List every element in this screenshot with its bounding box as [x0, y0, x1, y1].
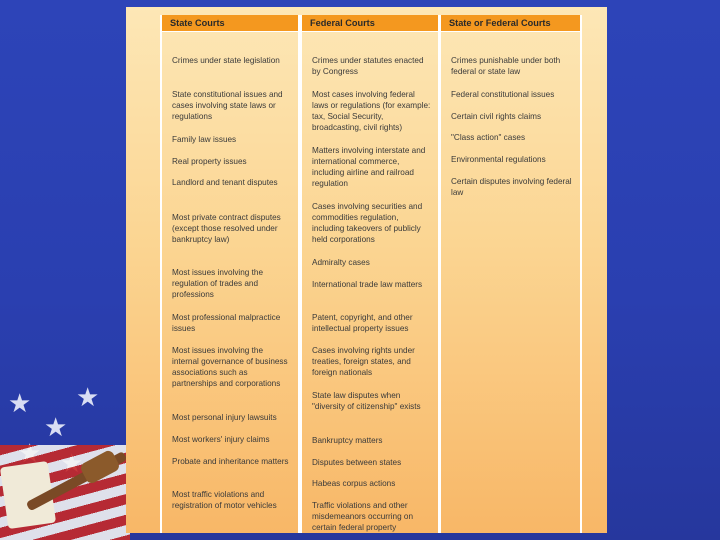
- list-item: Environmental regulations: [451, 155, 546, 164]
- column-heading: Federal Courts: [302, 15, 438, 31]
- list-item: Landlord and tenant disputes: [172, 178, 278, 187]
- star-icon: ★: [8, 388, 32, 418]
- list-item: "Class action" cases: [451, 133, 526, 142]
- list-item: Most issues involving the internal governance of business associations such as partnerships and corporations: [172, 346, 288, 388]
- list-item: Cases involving securities and commodities regulation, including takeovers of publicly held corporations: [312, 202, 423, 244]
- star-icon: ★: [44, 412, 68, 442]
- court-jurisdiction-table: [126, 7, 607, 533]
- list-item: Cases involving rights under treaties, foreign states, and foreign nationals: [312, 346, 415, 377]
- list-item: Crimes under statutes enacted by Congress: [312, 56, 424, 76]
- heading-rule: [441, 31, 580, 32]
- column-heading: State or Federal Courts: [441, 15, 580, 31]
- list-item: Most workers' injury claims: [172, 435, 270, 444]
- list-item: Federal constitutional issues: [451, 90, 555, 99]
- list-item: Certain disputes involving federal law: [451, 177, 572, 197]
- list-item: Habeas corpus actions: [312, 479, 396, 488]
- list-item: Disputes between states: [312, 458, 402, 467]
- heading-rule: [162, 31, 298, 32]
- list-item: Bankruptcy matters: [312, 436, 383, 445]
- heading-rule: [302, 31, 438, 32]
- list-item: International trade law matters: [312, 280, 423, 289]
- column-federal-courts: [300, 15, 440, 533]
- list-item: Most private contract disputes (except those resolved under bankruptcy law): [172, 213, 281, 244]
- column-state-or-federal-courts: [439, 15, 582, 533]
- list-item: Certain civil rights claims: [451, 112, 542, 121]
- list-item: Most issues involving the regulation of trades and professions: [172, 268, 264, 299]
- list-item: Most professional malpractice issues: [172, 313, 281, 333]
- list-item: Crimes punishable under both federal or state law: [451, 56, 561, 76]
- list-item: Most personal injury lawsuits: [172, 413, 277, 422]
- column-heading: State Courts: [162, 15, 298, 31]
- list-item: Real property issues: [172, 157, 247, 166]
- list-item: Family law issues: [172, 135, 237, 144]
- list-item: Crimes under state legislation: [172, 56, 280, 65]
- column-state-courts: [160, 15, 300, 533]
- list-item: State law disputes when "diversity of citizenship" exists: [312, 391, 421, 411]
- list-item: Patent, copyright, and other intellectual property issues: [312, 313, 413, 333]
- star-icon: ★: [76, 382, 100, 412]
- list-item: Matters involving interstate and international commerce, including airline and railroad regulation: [312, 146, 426, 188]
- list-item: Admiralty cases: [312, 258, 370, 267]
- list-item: Most traffic violations and registration of motor vehicles: [172, 490, 277, 510]
- list-item: State constitutional issues and cases involving state laws or regulations: [172, 90, 283, 121]
- list-item: Probate and inheritance matters: [172, 457, 289, 466]
- list-item: Traffic violations and other misdemeanors occurring on certain federal property: [312, 501, 414, 532]
- list-item: Most cases involving federal laws or regulations (for example: tax, Social Security, broadcasting, civil rights): [312, 90, 431, 132]
